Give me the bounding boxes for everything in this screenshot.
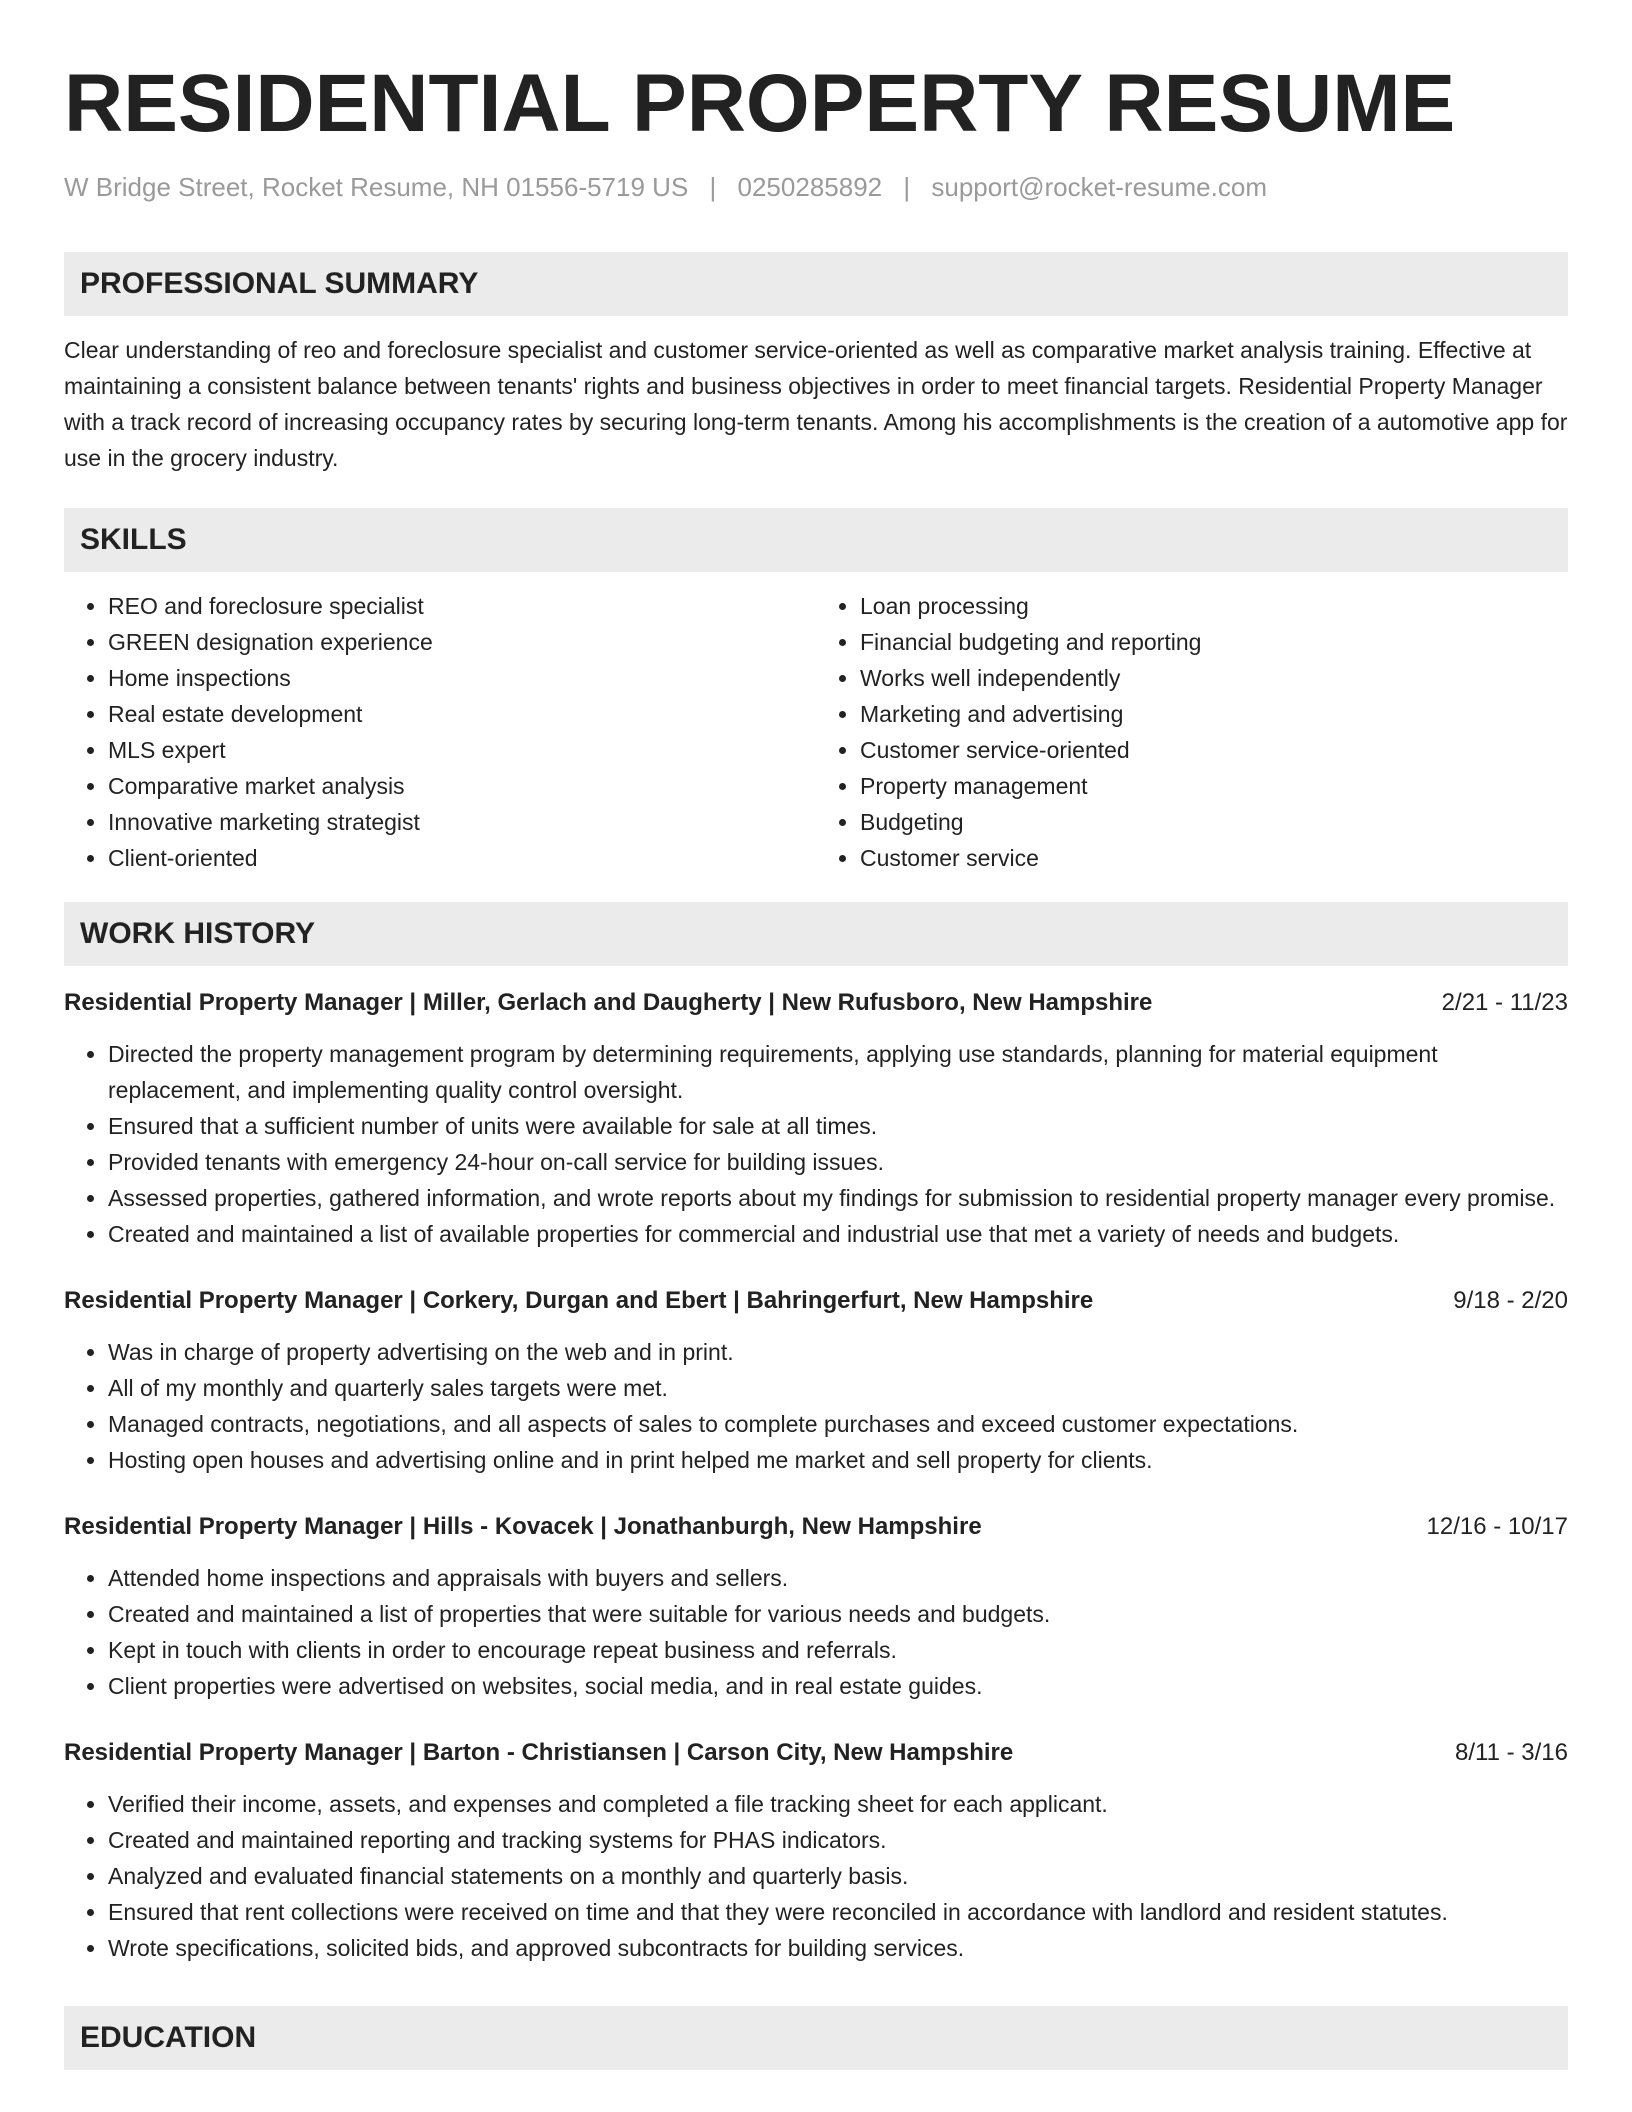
- skills-section-header: [64, 508, 1568, 572]
- job-bullet: • Ensured that a sufficient number of units were available for sale at all times.: [108, 1108, 1568, 1144]
- skill-item: • REO and foreclosure specialist: [108, 588, 816, 624]
- job-entry: [64, 1736, 1568, 1966]
- skills-column-right: [816, 588, 1568, 876]
- skill-item: • Financial budgeting and reporting: [860, 624, 1568, 660]
- skill-item: • Marketing and advertising: [860, 696, 1568, 732]
- skills-column-left: [64, 588, 816, 876]
- job-bullet: • Kept in touch with clients in order to encourage repeat business and referrals.: [108, 1632, 1568, 1668]
- job-title: Residential Property Manager | Corkery, Durgan and Ebert | Bahringerfurt, New Hampshire: [64, 1287, 1094, 1314]
- skill-item: • MLS expert: [108, 732, 816, 768]
- job-header: [64, 1510, 1568, 1544]
- job-bullet: • Managed contracts, negotiations, and all aspects of sales to complete purchases and exceed customer expectations.: [108, 1406, 1568, 1442]
- skill-item: • Comparative market analysis: [108, 768, 816, 804]
- skills-list: [64, 588, 1568, 876]
- job-bullet: • Created and maintained a list of properties that were suitable for various needs and budgets.: [108, 1596, 1568, 1632]
- skill-item: • Budgeting: [860, 804, 1568, 840]
- skill-item: • Property management: [860, 768, 1568, 804]
- job-bullet: • Hosting open houses and advertising online and in print helped me market and sell property for clients.: [108, 1442, 1568, 1478]
- skill-item: • Home inspections: [108, 660, 816, 696]
- job-bullet: • Was in charge of property advertising on the web and in print.: [108, 1334, 1568, 1370]
- job-title: Residential Property Manager | Hills - Kovacek | Jonathanburgh, New Hampshire: [64, 1513, 982, 1540]
- contact-email: support@rocket-resume.com: [931, 172, 1267, 202]
- job-bullet: • Provided tenants with emergency 24-hour on-call service for building issues.: [108, 1144, 1568, 1180]
- resume-title: RESIDENTIAL PROPERTY RESUME: [64, 58, 1456, 149]
- job-header: [64, 1284, 1568, 1318]
- job-bullet: • Wrote specifications, solicited bids, and approved subcontracts for building services.: [108, 1930, 1568, 1966]
- work-history-section-header: [64, 902, 1568, 966]
- job-bullet: • All of my monthly and quarterly sales targets were met.: [108, 1370, 1568, 1406]
- job-entry: [64, 1284, 1568, 1478]
- contact-separator: |: [709, 172, 717, 202]
- job-dates: 2/21 - 11/23: [1441, 989, 1568, 1016]
- job-entry: [64, 986, 1568, 1252]
- job-bullets: [64, 1334, 1568, 1478]
- skill-item: • Client-oriented: [108, 840, 816, 876]
- job-header: [64, 986, 1568, 1020]
- skill-item: • GREEN designation experience: [108, 624, 816, 660]
- job-bullet: • Attended home inspections and appraisals with buyers and sellers.: [108, 1560, 1568, 1596]
- job-bullets: [64, 1036, 1568, 1252]
- skill-item: • Works well independently: [860, 660, 1568, 696]
- contact-address: W Bridge Street, Rocket Resume, NH 01556-5719 US: [64, 172, 689, 202]
- job-bullet: • Verified their income, assets, and expenses and completed a file tracking sheet for each applicant.: [108, 1786, 1568, 1822]
- skills-heading: SKILLS: [80, 523, 187, 556]
- job-bullet: • Analyzed and evaluated financial statements on a monthly and quarterly basis.: [108, 1858, 1568, 1894]
- job-dates: 9/18 - 2/20: [1453, 1287, 1568, 1314]
- job-title: Residential Property Manager | Miller, Gerlach and Daugherty | New Rufusboro, New Hampshire: [64, 989, 1153, 1016]
- job-dates: 12/16 - 10/17: [1426, 1513, 1568, 1540]
- summary-section-header: [64, 252, 1568, 316]
- contact-phone: 0250285892: [737, 172, 883, 202]
- job-bullet: • Directed the property management program by determining requirements, applying use standards, planning for material equipment replacement, and implementing quality control oversight.: [108, 1036, 1568, 1108]
- skill-item: • Innovative marketing strategist: [108, 804, 816, 840]
- job-bullet: • Ensured that rent collections were received on time and that they were reconciled in accordance with landlord and resident statutes.: [108, 1894, 1568, 1930]
- job-bullet: • Created and maintained reporting and tracking systems for PHAS indicators.: [108, 1822, 1568, 1858]
- contact-line: [64, 170, 1568, 204]
- skill-item: • Real estate development: [108, 696, 816, 732]
- education-section-header: [64, 2006, 1568, 2070]
- summary-heading: PROFESSIONAL SUMMARY: [80, 267, 479, 300]
- job-title: Residential Property Manager | Barton - Christiansen | Carson City, New Hampshire: [64, 1739, 1014, 1766]
- skill-item: • Customer service: [860, 840, 1568, 876]
- job-bullet: • Assessed properties, gathered information, and wrote reports about my findings for submission to residential property manager every promise.: [108, 1180, 1568, 1216]
- job-dates: 8/11 - 3/16: [1455, 1739, 1568, 1766]
- summary-text: Clear understanding of reo and foreclosure specialist and customer service-oriented as well as comparative market analysis training. Effective at maintaining a consistent balance between tenants' rights and business objectives in order to meet financial targets. Residential Property Manager with a track record of increasing occupancy rates by securing long-term tenants. Among his accomplishments is the creation of a automotive app for use in the grocery industry.: [64, 337, 1568, 471]
- job-bullets: [64, 1786, 1568, 1966]
- job-bullet: • Created and maintained a list of available properties for commercial and industrial use that met a variety of needs and budgets.: [108, 1216, 1568, 1252]
- job-bullet: • Client properties were advertised on websites, social media, and in real estate guides.: [108, 1668, 1568, 1704]
- job-entry: [64, 1510, 1568, 1704]
- job-header: [64, 1736, 1568, 1770]
- skill-item: • Customer service-oriented: [860, 732, 1568, 768]
- skill-item: • Loan processing: [860, 588, 1568, 624]
- contact-separator: |: [903, 172, 911, 202]
- work-history-heading: WORK HISTORY: [80, 917, 316, 950]
- job-bullets: [64, 1560, 1568, 1704]
- education-heading: EDUCATION: [80, 2021, 257, 2054]
